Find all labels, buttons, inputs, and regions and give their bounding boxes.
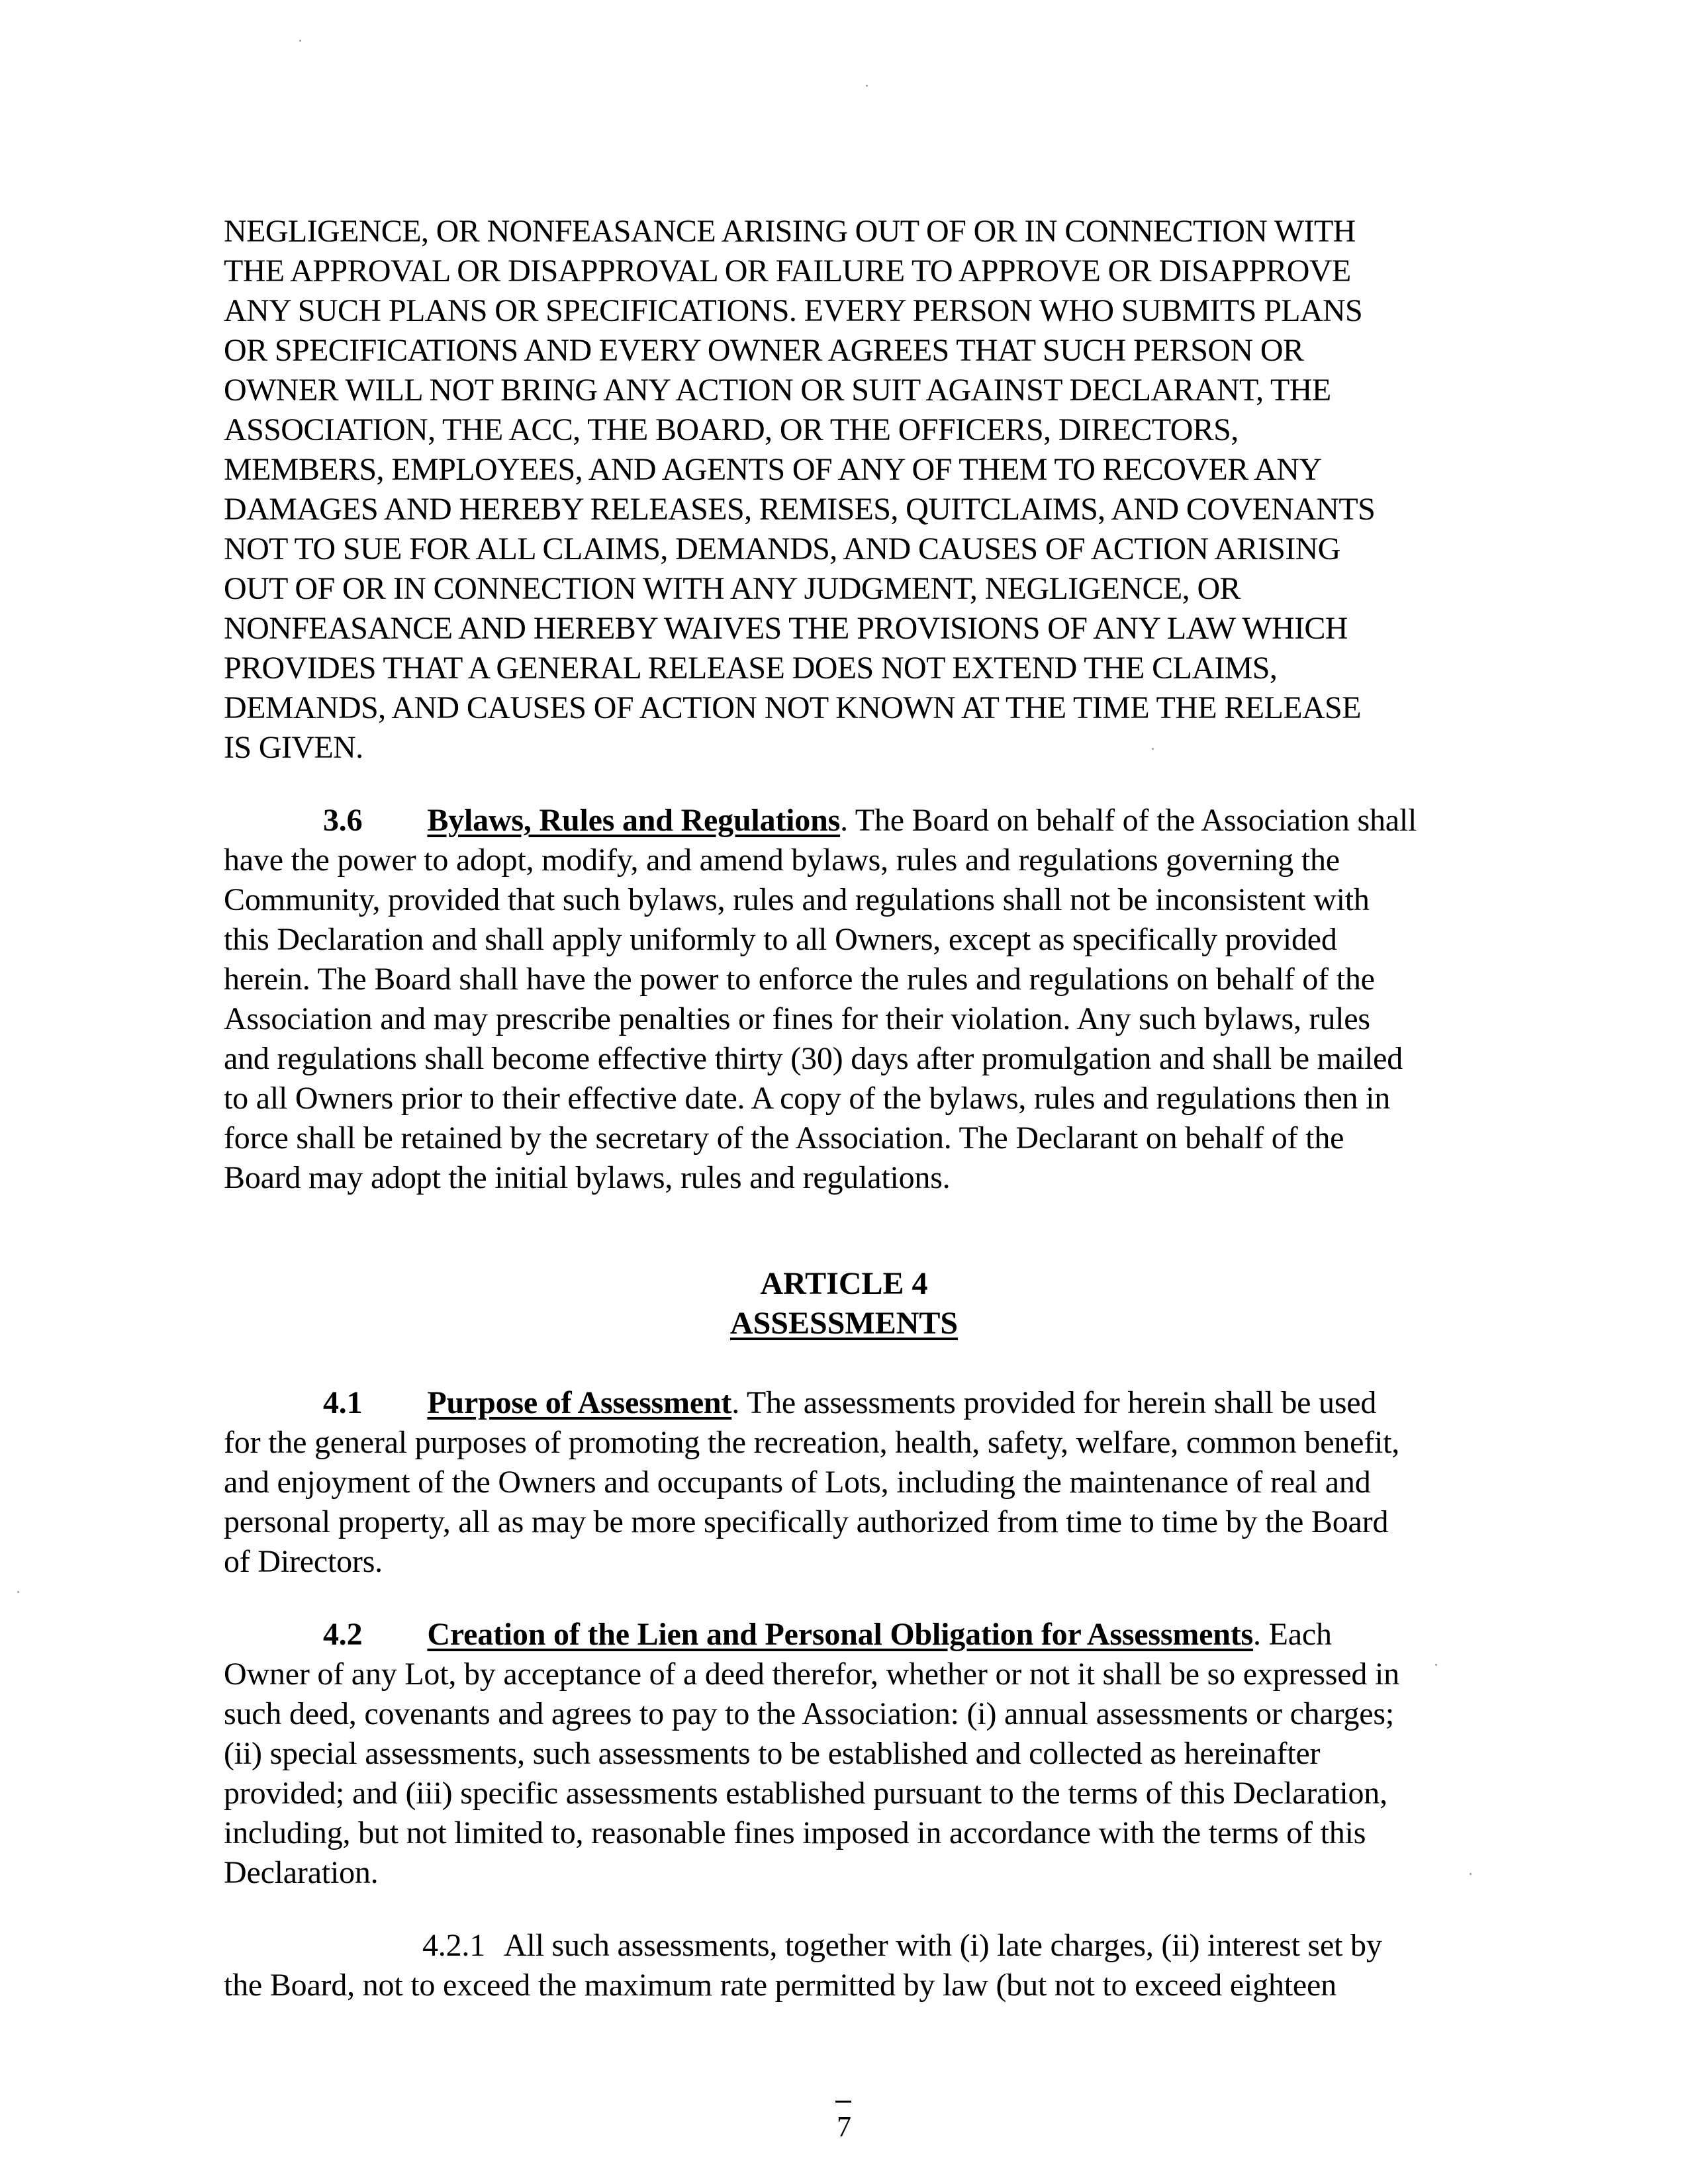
page-number: 7 [837,2111,851,2143]
caps-line: OWNER WILL NOT BRING ANY ACTION OR SUIT AGAINST DECLARANT, THE [224,373,1331,408]
caps-line: ANY SUCH PLANS OR SPECIFICATIONS. EVERY PERSON WHO SUBMITS PLANS [224,293,1363,328]
caps-line: OR SPECIFICATIONS AND EVERY OWNER AGREES THAT SUCH PERSON OR [224,333,1304,368]
body-line: herein. The Board shall have the power to enforce the rules and regulations on behalf of the [224,962,1375,997]
caps-line: MEMBERS, EMPLOYEES, AND AGENTS OF ANY OF THEM TO RECOVER ANY [224,452,1322,487]
scan-speck [1152,748,1154,750]
subsection-number: 4.2.1 [422,1928,486,1963]
caps-line: NONFEASANCE AND HEREBY WAIVES THE PROVISIONS OF ANY LAW WHICH [224,611,1348,646]
caps-line: OUT OF OR IN CONNECTION WITH ANY JUDGMENT, NEGLIGENCE, OR [224,571,1241,606]
section-text: . Each [1253,1617,1332,1652]
caps-line: NEGLIGENCE, OR NONFEASANCE ARISING OUT OF OR IN CONNECTION WITH [224,214,1356,249]
page-number-mark [835,2101,851,2103]
body-line: Association and may prescribe penalties or fines for their violation. Any such bylaws, rules [224,1001,1370,1036]
caps-line: DAMAGES AND HEREBY RELEASES, REMISES, QUITCLAIMS, AND COVENANTS [224,492,1376,527]
caps-line: NOT TO SUE FOR ALL CLAIMS, DEMANDS, AND CAUSES OF ACTION ARISING [224,531,1340,567]
section-title: Purpose of Assessment [427,1385,732,1420]
body-line: force shall be retained by the secretary of the Association. The Declarant on behalf of the [224,1120,1344,1156]
body-line: Board may adopt the initial bylaws, rules and regulations. [224,1160,951,1195]
caps-line: ASSOCIATION, THE ACC, THE BOARD, OR THE OFFICERS, DIRECTORS, [224,412,1239,447]
body-line: including, but not limited to, reasonable fines imposed in accordance with the terms of this [224,1815,1366,1850]
subsection-text: All such assessments, together with (i) late charges, (ii) interest set by [504,1928,1382,1963]
section-title: Bylaws, Rules and Regulations [427,803,841,838]
body-line: of Directors. [224,1544,383,1579]
body-line: this Declaration and shall apply uniformly to all Owners, except as specifically provided [224,922,1337,957]
section-heading-line [323,1615,1332,1655]
scan-speck [299,40,301,42]
section-number: 4.2 [323,1617,363,1652]
article-title [0,1304,1688,1343]
section-number: 4.1 [323,1385,363,1420]
body-line: and regulations shall become effective thirty (30) days after promulgation and shall be mailed [224,1041,1403,1076]
body-line: (ii) special assessments, such assessments to be established and collected as hereinafter [224,1736,1321,1771]
body-line: Owner of any Lot, by acceptance of a deed therefor, whether or not it shall be so expressed in [224,1657,1399,1692]
caps-line: IS GIVEN. [224,730,363,765]
body-line: personal property, all as may be more specifically authorized from time to time by the Board [224,1504,1389,1539]
body-line: to all Owners prior to their effective date. A copy of the bylaws, rules and regulations then in [224,1081,1391,1116]
body-line: Declaration. [224,1855,379,1890]
caps-line: PROVIDES THAT A GENERAL RELEASE DOES NOT EXTEND THE CLAIMS, [224,651,1278,686]
scan-speck [17,1591,19,1593]
caps-line: DEMANDS, AND CAUSES OF ACTION NOT KNOWN AT THE TIME THE RELEASE [224,690,1361,725]
article-number: ARTICLE 4 [760,1266,928,1301]
section-heading-line [323,801,1417,841]
body-line: have the power to adopt, modify, and amend bylaws, rules and regulations governing the [224,842,1340,878]
scan-speck [1435,1664,1437,1666]
body-line: provided; and (iii) specific assessments established pursuant to the terms of this Declaration, [224,1776,1387,1811]
body-line: Community, provided that such bylaws, rules and regulations shall not be inconsistent with [224,882,1370,917]
body-line: and enjoyment of the Owners and occupants of Lots, including the maintenance of real and [224,1465,1371,1500]
section-text: . The assessments provided for herein shall be used [731,1385,1377,1420]
subsection-heading-line [422,1926,1382,1966]
section-text: . The Board on behalf of the Association shall [840,803,1417,838]
scan-speck [866,85,868,87]
section-heading-line [323,1383,1376,1423]
body-line: for the general purposes of promoting the recreation, health, safety, welfare, common benefit, [224,1425,1400,1460]
body-line: the Board, not to exceed the maximum rate permitted by law (but not to exceed eighteen [224,1968,1336,2003]
section-number: 3.6 [323,803,363,838]
scan-speck [1470,1873,1472,1875]
caps-line: THE APPROVAL OR DISAPPROVAL OR FAILURE TO APPROVE OR DISAPPROVE [224,253,1351,289]
body-line: such deed, covenants and agrees to pay to the Association: (i) annual assessments or charges; [224,1696,1395,1731]
article-title-text: ASSESSMENTS [729,1306,959,1341]
section-title: Creation of the Lien and Personal Obligation for Assessments [427,1617,1254,1652]
